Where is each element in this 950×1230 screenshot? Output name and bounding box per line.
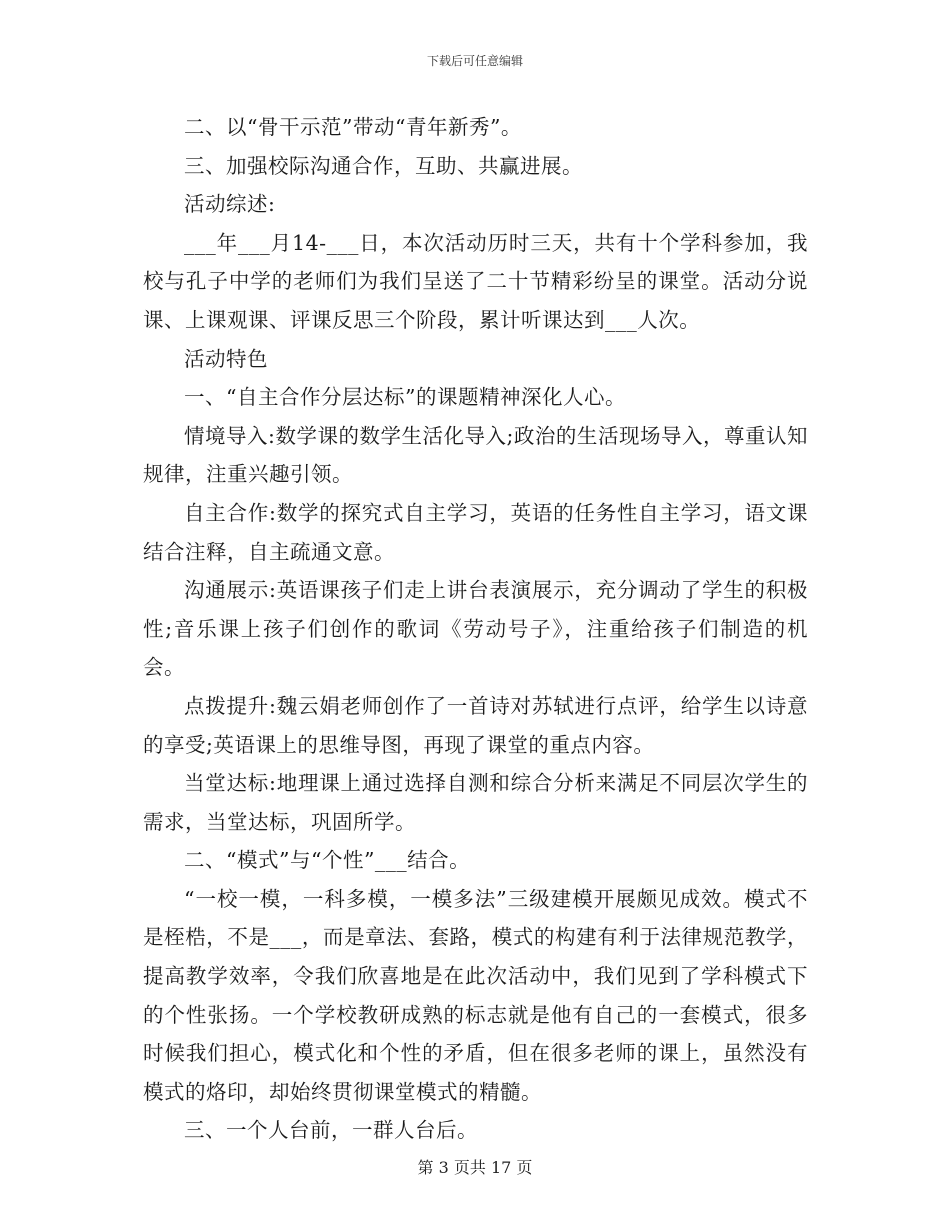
page-number: 第 3 页共 17 页 <box>417 1158 533 1177</box>
paragraph: 一、“自主合作分层达标”的课题精神深化人心。 <box>184 385 626 410</box>
paragraph: 活动综述: <box>184 192 276 217</box>
paragraph: 点拨提升:魏云娟老师创作了一首诗对苏轼进行点评，给学生以诗意的享受;英语课上的思维导图，再现了课堂的重点内容。 <box>143 693 808 757</box>
paragraph: 沟通展示:英语课孩子们走上讲台表演展示，充分调动了学生的积极性;音乐课上孩子们创作的歌词《劳动号子》，注重给孩子们制造的机会。 <box>143 578 808 680</box>
paragraph: 情境导入:数学课的数学生活化导入;政治的生活现场导入，尊重认知规律，注重兴趣引领。 <box>143 423 808 487</box>
paragraph: 三、加强校际沟通合作，互助、共赢进展。 <box>184 153 583 178</box>
page-header-note: 下载后可任意编辑 <box>426 54 523 68</box>
paragraph: 二、“模式”与“个性”___结合。 <box>184 848 471 873</box>
paragraph: 活动特色 <box>184 346 268 371</box>
paragraph: 自主合作:数学的探究式自主学习，英语的任务性自主学习，语文课结合注释，自主疏通文意。 <box>143 500 808 564</box>
paragraph: 二、以“骨干示范”带动“青年新秀”。 <box>184 115 522 139</box>
paragraph: “一校一模，一科多模，一模多法”三级建模开展颇见成效。模式不是桎梏，不是___，而是章法、套路，模式的构建有利于法律规范教学，提高教学效率，令我们欣喜地是在此次活动中，我们见到了学科模式下的个性张扬。一个学校教研成熟的标志就是他有自己的一套模式，很多时候我们担心，模式化和个性的矛盾，但在很多老师的课上，虽然没有模式的烙印，却始终贯彻课堂模式的精髓。 <box>143 886 808 1104</box>
paragraph: 当堂达标:地理课上通过选择自测和综合分析来满足不同层次学生的需求，当堂达标，巩固所学。 <box>143 771 808 834</box>
paragraph: ___年___月14-___日，本次活动历时三天，共有十个学科参加，我校与孔子中学的老师们为我们呈送了二十节精彩纷呈的课堂。活动分说课、上课观课、评课反思三个阶段，累计听课达到___人次。 <box>143 230 808 332</box>
document-body <box>143 108 808 1150</box>
paragraph: 三、一个人台前，一群人台后。 <box>184 1118 478 1143</box>
